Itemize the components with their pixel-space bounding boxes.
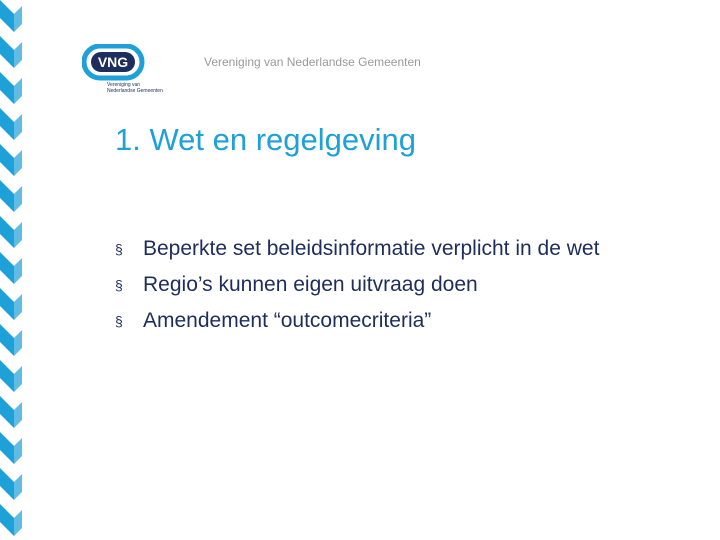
- bullet-marker-icon: §: [115, 313, 123, 329]
- logo-text: VNG: [97, 54, 129, 70]
- bullet-item: [115, 272, 685, 298]
- bullet-text: Amendement “outcomecriteria”: [143, 309, 432, 332]
- bullet-list: [115, 236, 685, 344]
- bullet-marker-icon: §: [115, 241, 123, 257]
- logo-subtitle: [107, 82, 163, 94]
- bullet-marker-icon: §: [115, 277, 123, 293]
- logo-subtitle-line1: Vereniging van: [107, 82, 141, 88]
- logo-subtitle-line2: Nederlandse Gemeenten: [107, 88, 163, 94]
- bullet-item: [115, 308, 685, 334]
- side-stripe-decoration: [0, 0, 22, 540]
- bullet-text: Regio’s kunnen eigen uitvraag doen: [143, 273, 478, 296]
- slide-title: 1. Wet en regelgeving: [115, 122, 417, 157]
- bullet-item: [115, 236, 685, 262]
- organization-name: Vereniging van Nederlandse Gemeenten: [204, 55, 421, 69]
- bullet-text: Beperkte set beleidsinformatie verplicht in de wet: [143, 237, 600, 260]
